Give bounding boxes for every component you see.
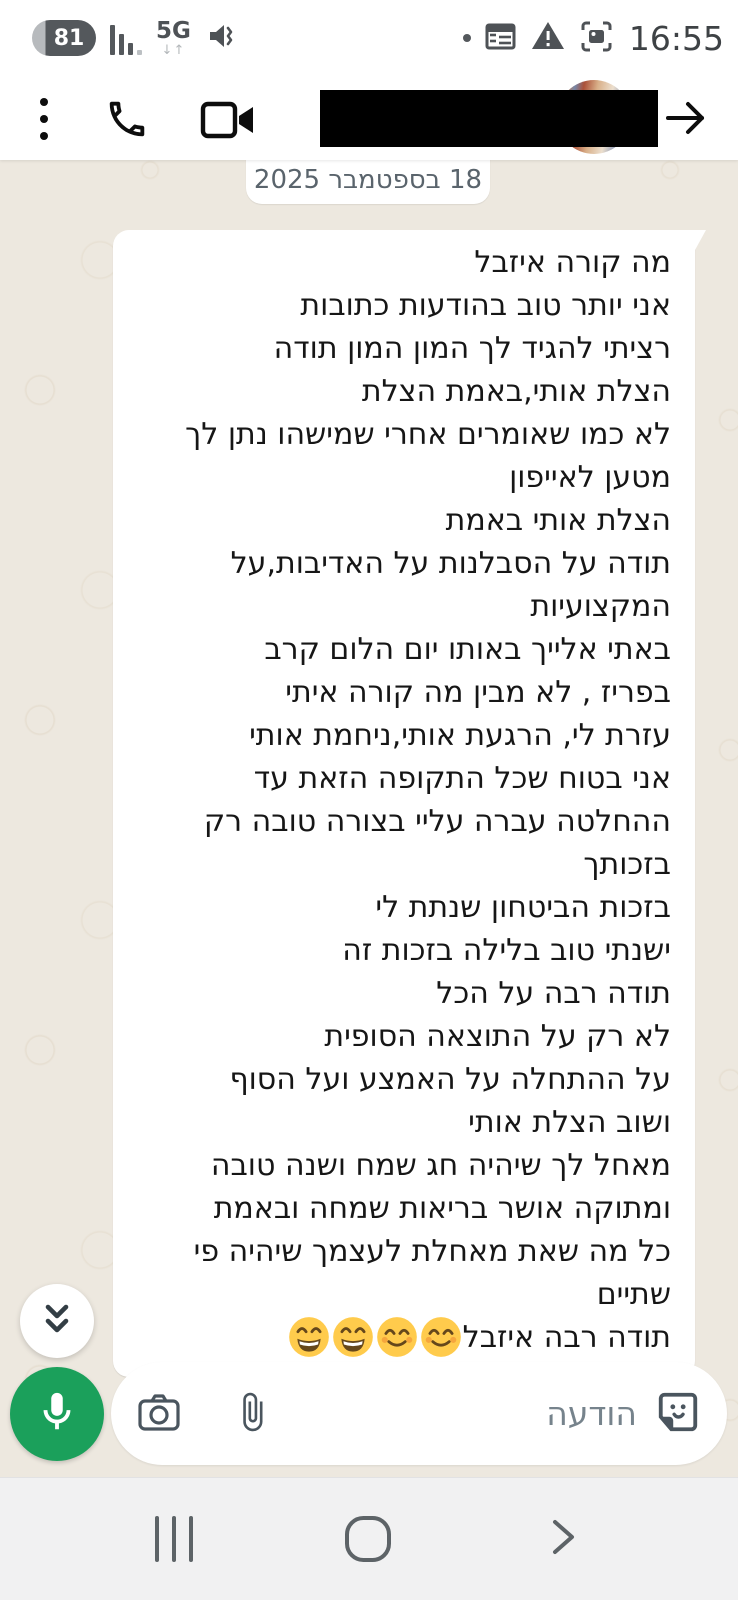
navigation-bar xyxy=(0,1477,738,1600)
message-text xyxy=(113,230,695,1377)
message-line: בפריז , לא מבין מה קורה איתי xyxy=(285,675,671,710)
message-line: על ההתחלה על האמצע ועל הסוף xyxy=(229,1062,671,1097)
message-line: תודה על הסבלנות על האדיבות,על xyxy=(230,546,671,581)
nav-back-button[interactable] xyxy=(543,1514,583,1564)
smiling-face-with-smiling-eyes-emoji xyxy=(376,1316,418,1358)
message-line: הצלת אותי באמת xyxy=(445,503,671,538)
screenshot-icon xyxy=(579,19,614,58)
recents-button[interactable] xyxy=(155,1516,193,1562)
message-placeholder: הודעה xyxy=(546,1394,637,1433)
beaming-face-with-smiling-eyes-emoji xyxy=(288,1316,330,1358)
microphone-icon xyxy=(34,1389,80,1439)
message-line: רציתי להגיד לך המון המון תודה xyxy=(273,331,671,366)
message-line: ההחלטה עברה עליי בצורה טובה רק xyxy=(203,804,671,839)
video-call-button[interactable] xyxy=(200,100,256,144)
home-button[interactable] xyxy=(345,1516,391,1562)
voice-call-button[interactable] xyxy=(104,96,150,146)
voice-message-button[interactable] xyxy=(10,1367,104,1461)
message-line: שתיים xyxy=(596,1277,671,1312)
status-icons-left xyxy=(32,0,239,76)
battery-percent: 81 xyxy=(53,25,85,51)
message-line: ושוב הצלת אותי xyxy=(468,1105,671,1140)
contact-name-redacted[interactable] xyxy=(320,90,658,147)
sticker-button[interactable] xyxy=(655,1389,701,1439)
status-bar xyxy=(0,0,738,76)
message-final-line xyxy=(131,1316,671,1359)
message-line: כל מה שאת מאחלת לעצמך שיהיה פי xyxy=(193,1234,671,1269)
notification-dot-icon xyxy=(463,34,471,42)
clock-text: 16:55 xyxy=(628,18,724,58)
message-bubble xyxy=(113,230,695,1377)
message-line: מאחל לך שיהיה חג שמח ושנה טובה xyxy=(210,1148,671,1183)
5g-network-icon: 5G ↓↑ xyxy=(156,17,191,58)
warning-icon xyxy=(530,19,566,57)
beaming-face-with-smiling-eyes-emoji xyxy=(332,1316,374,1358)
menu-button[interactable] xyxy=(34,96,54,142)
message-line: ומתוקה אושר בריאות שמחה ובאמת xyxy=(213,1191,671,1226)
message-line: המקצועיות xyxy=(530,589,671,624)
double-chevron-down-icon xyxy=(38,1300,76,1342)
scroll-to-bottom-button[interactable] xyxy=(20,1284,94,1358)
battery-icon xyxy=(32,20,96,56)
message-line: בזכותך xyxy=(583,847,671,882)
message-line: לא רק על התוצאה הסופית xyxy=(324,1019,671,1054)
back-arrow-button[interactable] xyxy=(662,98,710,142)
message-line: מטען לאייפון xyxy=(509,460,671,495)
date-separator: 18 בספטמבר 2025 xyxy=(246,142,490,204)
camera-button[interactable] xyxy=(137,1392,181,1436)
attach-button[interactable] xyxy=(231,1391,273,1437)
message-line: אני יותר טוב בהודעות כתובות xyxy=(300,288,671,323)
message-line: מה קורה איזבל xyxy=(474,245,671,280)
message-line: ישנתי טוב בלילה בזכות זה xyxy=(342,933,671,968)
message-line: עזרת לי, הרגעת אותי,ניחמת אותי xyxy=(249,718,671,753)
message-line: הצלת אותי,באמת הצלת xyxy=(361,374,671,409)
vibrate-mute-icon xyxy=(205,19,239,57)
message-line: בזכות הביטחון שנתת לי xyxy=(375,890,671,925)
message-line: תודה רבה על הכל xyxy=(436,976,671,1011)
message-line: באתי אלייך באותו יום הלום קרב xyxy=(264,632,671,667)
message-line: לא כמו שאומרים אחרי שמישהו נתן לך xyxy=(185,417,671,452)
chat-header xyxy=(0,76,738,160)
memo-icon xyxy=(484,20,517,57)
status-icons-right xyxy=(463,0,724,76)
message-final-text: תודה רבה איזבל xyxy=(462,1320,671,1355)
message-input[interactable] xyxy=(111,1362,727,1465)
smiling-face-with-smiling-eyes-emoji xyxy=(420,1316,462,1358)
signal-strength-icon xyxy=(110,21,142,55)
message-line: אני בטוח שכל התקופה הזאת עד xyxy=(253,761,671,796)
